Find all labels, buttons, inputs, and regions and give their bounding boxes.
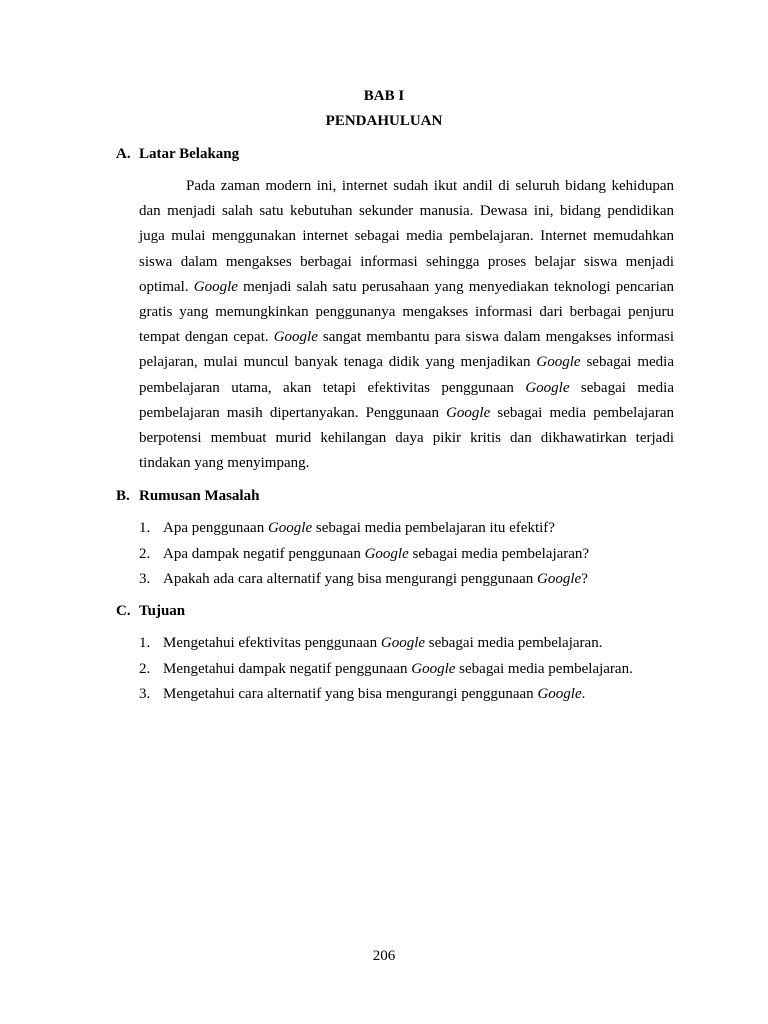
chapter-title: PENDAHULUAN xyxy=(325,113,443,129)
section-title: Rumusan Masalah xyxy=(139,488,260,504)
google-term: Google xyxy=(193,278,238,295)
section-heading-latar-belakang xyxy=(116,146,239,163)
google-term: Google xyxy=(267,520,313,536)
list-item xyxy=(139,687,633,713)
text-run: sebagai media pembelajaran masih dipertanyakan. Penggunaan xyxy=(139,379,674,421)
text-run: Apa dampak negatif penggunaan xyxy=(163,545,365,562)
list-number: 3. xyxy=(139,571,151,587)
objective-list xyxy=(139,636,633,713)
list-number: 2. xyxy=(139,545,151,562)
chapter-label: BAB I xyxy=(363,88,405,104)
google-term: Google xyxy=(525,379,570,396)
text-run: sebagai media pembelajaran. xyxy=(425,635,603,651)
problem-list xyxy=(139,521,589,598)
google-term: Google xyxy=(537,571,582,587)
text-run: . xyxy=(581,686,586,702)
list-item xyxy=(139,547,589,573)
list-number: 3. xyxy=(139,686,151,702)
list-number: 1. xyxy=(139,520,151,536)
google-term: Google xyxy=(380,635,426,651)
text-run: Pada zaman modern ini, internet sudah ikut andil di seluruh bidang kehidupan dan menjadi salah satu kebutuhan sekunder manusia. Dewasa ini, bidang pendidikan juga mulai menggunakan internet sebagai media pembelajaran. Internet memudahkan siswa dalam mengakses berbagai informasi sehingga proses belajar siswa menjadi optimal. xyxy=(139,178,674,295)
text-run: Apa penggunaan xyxy=(163,520,268,536)
text-run: sebagai media pembelajaran itu efektif? xyxy=(312,520,555,536)
text-run: menjadi salah satu perusahaan yang menyediakan teknologi pencarian gratis yang memungkinkan penggunanya mengakses informasi dari berbagai penjuru tempat dengan cepat. xyxy=(139,278,674,346)
text-run: sebagai media pembelajaran. xyxy=(455,660,633,677)
google-term: Google xyxy=(273,329,318,346)
list-number: 1. xyxy=(139,635,151,651)
text-run: Mengetahui efektivitas penggunaan xyxy=(163,635,381,651)
google-term: Google xyxy=(446,404,491,421)
google-term: Google xyxy=(364,545,409,562)
background-paragraph xyxy=(139,174,674,476)
text-run: Apakah ada cara alternatif yang bisa mengurangi penggunaan xyxy=(163,571,538,587)
list-item xyxy=(139,662,633,688)
google-term: Google xyxy=(411,660,456,677)
section-letter: C. xyxy=(116,603,131,619)
text-run: sebagai media pembelajaran? xyxy=(408,545,590,562)
text-run: sebagai media pembelajaran utama, akan tetapi efektivitas penggunaan xyxy=(139,354,674,396)
text-run: sangat membantu para siswa dalam mengakses informasi pelajaran, mulai muncul banyak tenaga didik yang menjadikan xyxy=(139,329,674,371)
list-number: 2. xyxy=(139,660,151,677)
page-number: 206 xyxy=(372,948,396,964)
section-title: Tujuan xyxy=(139,603,186,619)
text-run: sebagai media pembelajaran berpotensi membuat murid kehilangan daya pikir kritis dan dikhawatirkan terjadi tindakan yang menyimpang. xyxy=(139,404,674,472)
section-title: Latar Belakang xyxy=(139,146,240,162)
section-heading-tujuan xyxy=(116,603,185,620)
list-item xyxy=(139,572,589,598)
section-heading-rumusan-masalah xyxy=(116,488,259,505)
text-run: ? xyxy=(581,571,588,587)
google-term: Google xyxy=(537,686,582,702)
list-item xyxy=(139,636,633,662)
section-letter: B. xyxy=(116,488,130,504)
text-run: Mengetahui cara alternatif yang bisa mengurangi penggunaan xyxy=(163,686,538,702)
section-letter: A. xyxy=(116,146,131,162)
text-run: Mengetahui dampak negatif penggunaan xyxy=(163,660,412,677)
google-term: Google xyxy=(536,354,581,371)
list-item xyxy=(139,521,589,547)
